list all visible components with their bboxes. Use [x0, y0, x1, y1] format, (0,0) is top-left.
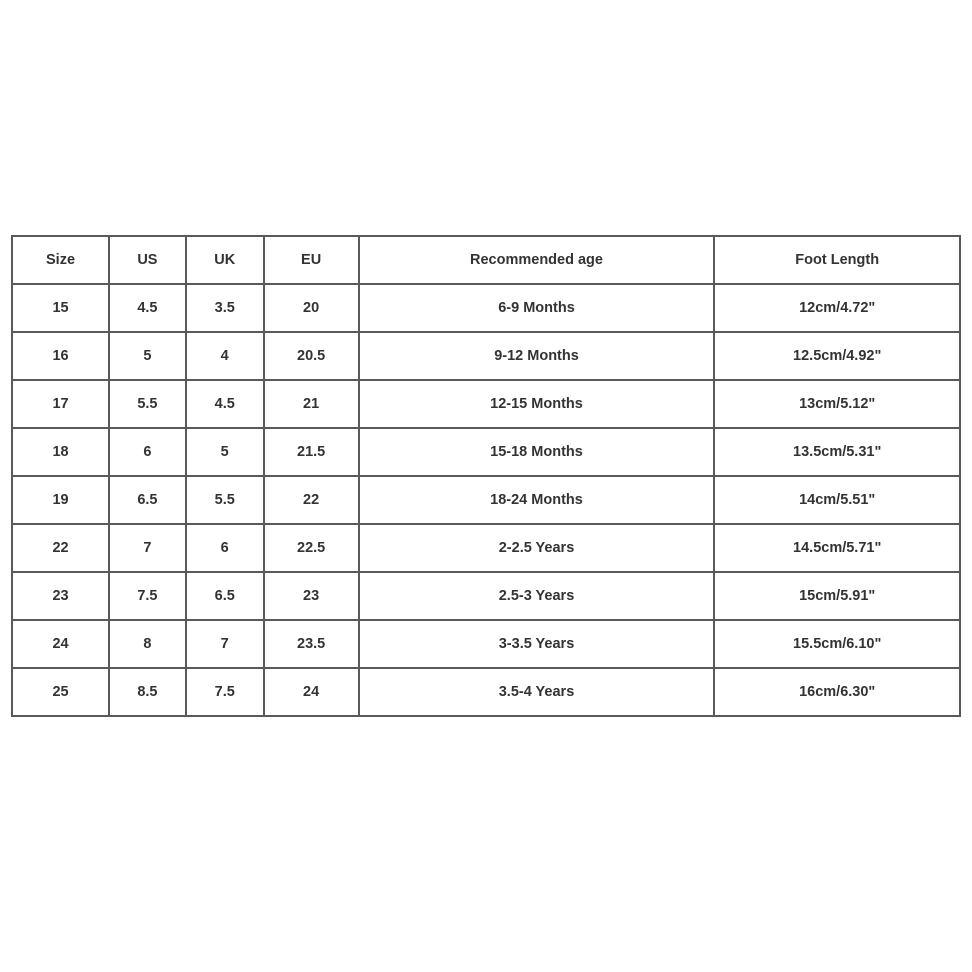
cell-foot-length: 15cm/5.91": [714, 572, 960, 620]
cell-eu: 23.5: [264, 620, 359, 668]
table-row: [12, 572, 960, 620]
cell-age: 18-24 Months: [359, 476, 715, 524]
cell-us: 8.5: [109, 668, 186, 716]
cell-eu: 21.5: [264, 428, 359, 476]
cell-uk: 6: [186, 524, 264, 572]
table-row: [12, 476, 960, 524]
header-foot-length: Foot Length: [714, 236, 960, 284]
cell-foot-length: 12.5cm/4.92": [714, 332, 960, 380]
cell-uk: 4: [186, 332, 264, 380]
cell-age: 15-18 Months: [359, 428, 715, 476]
cell-us: 5: [109, 332, 186, 380]
cell-uk: 3.5: [186, 284, 264, 332]
header-size: Size: [12, 236, 109, 284]
cell-age: 3-3.5 Years: [359, 620, 715, 668]
cell-size: 22: [12, 524, 109, 572]
cell-age: 2-2.5 Years: [359, 524, 715, 572]
cell-us: 5.5: [109, 380, 186, 428]
cell-us: 6.5: [109, 476, 186, 524]
table-row: [12, 332, 960, 380]
cell-us: 4.5: [109, 284, 186, 332]
cell-size: 16: [12, 332, 109, 380]
table-row: [12, 524, 960, 572]
table-row: [12, 668, 960, 716]
cell-us: 8: [109, 620, 186, 668]
cell-age: 9-12 Months: [359, 332, 715, 380]
cell-uk: 6.5: [186, 572, 264, 620]
cell-age: 3.5-4 Years: [359, 668, 715, 716]
cell-foot-length: 13cm/5.12": [714, 380, 960, 428]
cell-uk: 7: [186, 620, 264, 668]
table-row: [12, 284, 960, 332]
cell-foot-length: 15.5cm/6.10": [714, 620, 960, 668]
cell-age: 12-15 Months: [359, 380, 715, 428]
cell-age: 6-9 Months: [359, 284, 715, 332]
cell-eu: 22: [264, 476, 359, 524]
header-eu: EU: [264, 236, 359, 284]
cell-eu: 22.5: [264, 524, 359, 572]
cell-size: 24: [12, 620, 109, 668]
cell-eu: 20.5: [264, 332, 359, 380]
cell-eu: 20: [264, 284, 359, 332]
header-recommended-age: Recommended age: [359, 236, 715, 284]
cell-foot-length: 14cm/5.51": [714, 476, 960, 524]
cell-us: 7.5: [109, 572, 186, 620]
table-row: [12, 620, 960, 668]
cell-size: 17: [12, 380, 109, 428]
cell-size: 15: [12, 284, 109, 332]
cell-size: 25: [12, 668, 109, 716]
cell-us: 6: [109, 428, 186, 476]
cell-foot-length: 16cm/6.30": [714, 668, 960, 716]
cell-eu: 21: [264, 380, 359, 428]
cell-uk: 5: [186, 428, 264, 476]
cell-eu: 23: [264, 572, 359, 620]
cell-size: 19: [12, 476, 109, 524]
cell-size: 18: [12, 428, 109, 476]
cell-foot-length: 13.5cm/5.31": [714, 428, 960, 476]
cell-size: 23: [12, 572, 109, 620]
size-chart-table: [11, 235, 961, 717]
table-row: [12, 380, 960, 428]
header-us: US: [109, 236, 186, 284]
cell-eu: 24: [264, 668, 359, 716]
cell-us: 7: [109, 524, 186, 572]
header-uk: UK: [186, 236, 264, 284]
cell-uk: 5.5: [186, 476, 264, 524]
cell-uk: 7.5: [186, 668, 264, 716]
cell-age: 2.5-3 Years: [359, 572, 715, 620]
cell-uk: 4.5: [186, 380, 264, 428]
cell-foot-length: 12cm/4.72": [714, 284, 960, 332]
table-row: [12, 428, 960, 476]
cell-foot-length: 14.5cm/5.71": [714, 524, 960, 572]
header-row: [12, 236, 960, 284]
